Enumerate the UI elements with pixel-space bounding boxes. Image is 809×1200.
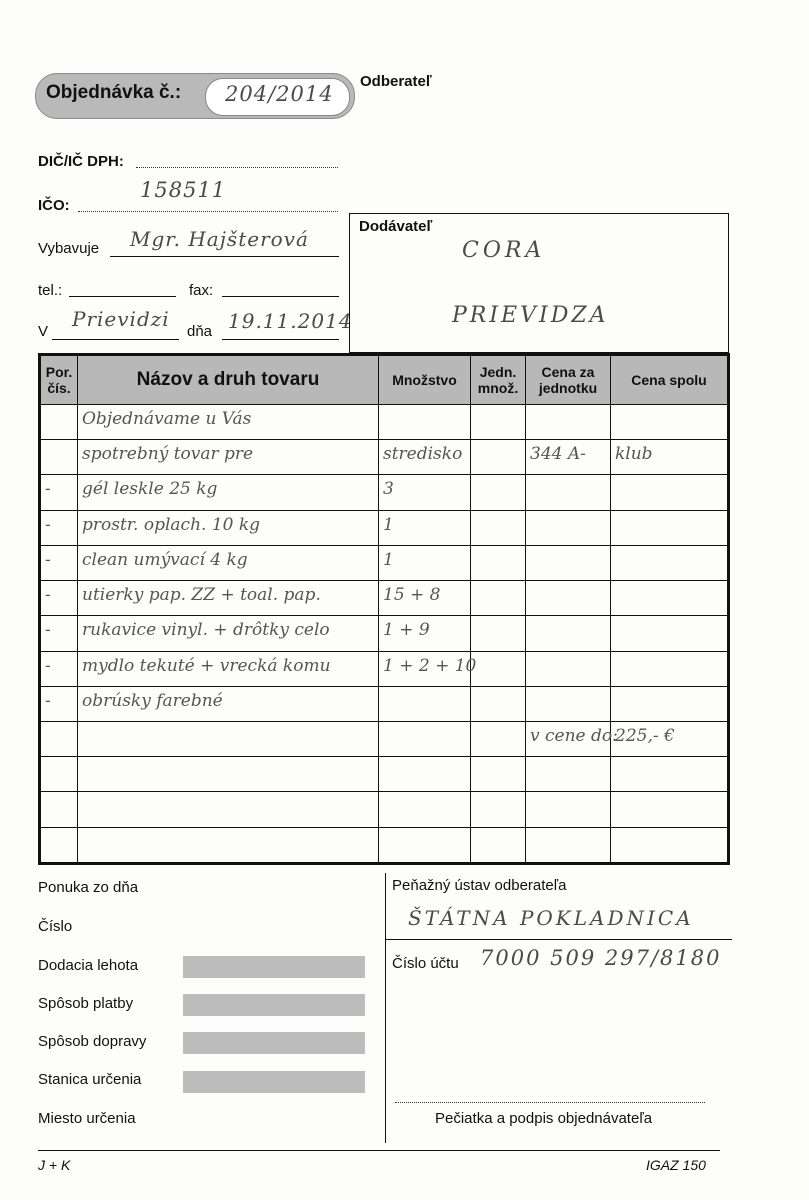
cell-name-text: obrúsky farebné [82, 690, 223, 711]
tel-label: tel.: [38, 282, 63, 299]
cell-unit-price[interactable] [526, 440, 611, 475]
cell-name[interactable] [78, 721, 379, 756]
cell-total[interactable] [611, 440, 729, 475]
cell-name[interactable] [78, 545, 379, 580]
cell-no[interactable] [40, 827, 78, 863]
cell-no[interactable] [40, 475, 78, 510]
table-row [40, 405, 729, 440]
cell-unit[interactable] [471, 721, 526, 756]
tel-field[interactable] [69, 296, 176, 297]
cell-unit[interactable] [471, 792, 526, 827]
cell-qty[interactable] [379, 510, 471, 545]
table-row [40, 686, 729, 721]
station-field[interactable] [183, 1071, 365, 1093]
cell-no[interactable] [40, 581, 78, 616]
table-row [40, 757, 729, 792]
bank-value: ŠTÁTNA POKLADNICA [408, 906, 694, 930]
handled-by-field[interactable] [110, 256, 339, 257]
cell-unit[interactable] [471, 616, 526, 651]
cell-qty-text: 1 + 2 + 10 [383, 655, 477, 676]
cell-no-text: - [45, 479, 51, 500]
cell-qty[interactable] [379, 686, 471, 721]
table-row [40, 651, 729, 686]
cell-unit-price[interactable] [526, 721, 618, 756]
cell-no-text: - [45, 549, 51, 570]
cell-name-text: Objednávame u Vás [82, 409, 252, 429]
table-row [40, 721, 729, 756]
table-row [40, 827, 729, 863]
ico-field[interactable] [78, 211, 338, 212]
cell-unit[interactable] [471, 757, 526, 792]
destination-label: Miesto určenia [38, 1110, 136, 1127]
cell-name-text: rukavice vinyl. + drôtky celo [82, 620, 330, 641]
cell-qty-text: stredisko [383, 444, 463, 465]
cell-total[interactable] [611, 721, 729, 756]
cell-no[interactable] [40, 440, 78, 475]
date-value: 19.11.2014 [228, 309, 353, 333]
cell-no-text: - [45, 620, 51, 641]
cell-qty[interactable] [379, 757, 471, 792]
cell-unit-price[interactable] [526, 792, 611, 827]
cell-unit[interactable] [471, 581, 526, 616]
table-header-row [40, 355, 729, 405]
cell-no[interactable] [40, 651, 78, 686]
dic-field[interactable] [136, 167, 338, 168]
header-qty: Množstvo [379, 355, 471, 405]
cell-total[interactable] [611, 757, 729, 792]
place-field[interactable] [52, 339, 179, 340]
cell-name-text: gél leskle 25 kg [82, 479, 218, 500]
number-label: Číslo [38, 918, 73, 935]
footer-left: J + K [38, 1157, 71, 1173]
cell-name[interactable] [78, 440, 379, 475]
cell-unit[interactable] [471, 510, 526, 545]
cell-qty-text: 15 + 8 [383, 585, 441, 606]
ico-label: IČO: [38, 197, 70, 214]
cell-unit[interactable] [471, 686, 526, 721]
cell-unit-price[interactable] [526, 510, 611, 545]
cell-total[interactable] [611, 475, 729, 510]
customer-label: Odberateľ [360, 73, 432, 90]
account-value: 7000 509 297/8180 [480, 946, 722, 970]
cell-total[interactable] [611, 651, 729, 686]
handled-by-label: Vybavuje [38, 240, 100, 257]
cell-total[interactable] [611, 510, 729, 545]
table-row [40, 581, 729, 616]
items-body [40, 405, 729, 864]
place-label: V [38, 323, 49, 340]
cell-no-text: - [45, 655, 51, 676]
cell-qty[interactable] [379, 721, 471, 756]
cell-name[interactable] [78, 475, 379, 510]
cell-unit[interactable] [471, 651, 526, 686]
cell-unit-price[interactable] [526, 405, 611, 440]
cell-no-text: - [45, 585, 51, 606]
cell-unit[interactable] [471, 440, 526, 475]
order-label: Objednávka č.: [46, 82, 182, 103]
cell-unit[interactable] [471, 827, 526, 863]
cell-name-text: prostr. oplach. 10 kg [82, 514, 261, 535]
cell-no-text: - [45, 690, 51, 711]
table-row [40, 510, 729, 545]
handled-by-value: Mgr. Hajšterová [130, 227, 309, 251]
cell-qty[interactable] [379, 792, 471, 827]
ico-value: 158511 [140, 178, 227, 202]
items-table [38, 353, 730, 865]
stamp-label: Pečiatka a podpis objednávateľa [435, 1110, 653, 1127]
delivery-time-label: Dodacia lehota [38, 957, 139, 974]
cell-qty[interactable] [379, 440, 471, 475]
cell-total[interactable] [611, 792, 729, 827]
cell-unit[interactable] [471, 405, 526, 440]
cell-qty[interactable] [379, 581, 471, 616]
cell-no-text: - [45, 514, 51, 535]
table-row [40, 792, 729, 827]
cell-qty[interactable] [379, 827, 471, 863]
footer-line [38, 1150, 720, 1151]
station-label: Stanica určenia [38, 1071, 142, 1088]
cell-name-text: spotrebný tovar pre [82, 444, 254, 465]
cell-no[interactable] [40, 405, 78, 440]
cell-name-text: mydlo tekuté + vrecká komu [82, 655, 331, 676]
transport-field[interactable] [183, 1032, 365, 1054]
dic-label: DIČ/IČ DPH: [38, 153, 124, 170]
cell-name[interactable] [78, 827, 379, 863]
cell-name[interactable] [78, 510, 379, 545]
cell-no[interactable] [40, 792, 78, 827]
cell-qty[interactable] [379, 545, 471, 580]
stamp-signature-line[interactable] [395, 1102, 705, 1103]
cell-qty-text: 1 [383, 514, 394, 535]
cell-unit[interactable] [471, 545, 526, 580]
header-no: Por. čís. [40, 355, 78, 405]
supplier-city: PRIEVIDZA [452, 303, 609, 328]
supplier-name: CORA [462, 238, 546, 263]
bank-label: Peňažný ústav odberateľa [392, 877, 567, 894]
cell-name[interactable] [78, 616, 379, 651]
cell-unit-price[interactable] [526, 475, 611, 510]
cell-no[interactable] [40, 510, 78, 545]
cell-unit-price[interactable] [526, 757, 611, 792]
fax-field[interactable] [222, 296, 339, 297]
header-total: Cena spolu [611, 355, 729, 405]
bank-underline [385, 939, 732, 940]
date-label: dňa [187, 323, 213, 340]
footer-right: IGAZ 150 [646, 1157, 706, 1173]
cell-name-text: utierky pap. ZZ + toal. pap. [82, 585, 321, 606]
bottom-divider [385, 873, 386, 1143]
fax-label: fax: [189, 282, 214, 299]
cell-unit-price-text: 344 A- [530, 444, 586, 465]
cell-total[interactable] [611, 686, 729, 721]
payment-label: Spôsob platby [38, 995, 134, 1012]
cell-unit[interactable] [471, 475, 526, 510]
header-unit: Jedn. množ. [471, 355, 526, 405]
header-name: Názov a druh tovaru [78, 355, 379, 405]
place-value: Prievidzi [72, 307, 170, 331]
cell-name[interactable] [78, 651, 379, 686]
cell-no[interactable] [40, 686, 78, 721]
cell-no[interactable] [40, 545, 78, 580]
table-row [40, 616, 729, 651]
date-field[interactable] [222, 339, 339, 340]
cell-no[interactable] [40, 616, 78, 651]
cell-name[interactable] [78, 686, 379, 721]
transport-label: Spôsob dopravy [38, 1033, 147, 1050]
cell-name[interactable] [78, 792, 379, 827]
cell-qty[interactable] [379, 405, 471, 440]
payment-field[interactable] [183, 994, 365, 1016]
cell-unit-price-text: v cene do: [530, 725, 618, 746]
table-row [40, 475, 729, 510]
cell-no[interactable] [40, 721, 78, 756]
header-unit-price: Cena za jednotku [526, 355, 611, 405]
cell-total[interactable] [611, 827, 729, 863]
cell-qty-text: 1 + 9 [383, 620, 430, 641]
cell-qty-text: 1 [383, 549, 394, 570]
cell-total[interactable] [611, 581, 729, 616]
cell-no[interactable] [40, 757, 78, 792]
cell-total-text: 225,- € [615, 725, 675, 746]
table-row [40, 545, 729, 580]
cell-unit-price[interactable] [526, 616, 611, 651]
cell-unit-price[interactable] [526, 686, 611, 721]
cell-total-text: klub [615, 444, 653, 465]
cell-name[interactable] [78, 581, 379, 616]
cell-total[interactable] [611, 405, 729, 440]
offer-label: Ponuka zo dňa [38, 879, 139, 896]
cell-unit-price[interactable] [526, 651, 611, 686]
cell-unit-price[interactable] [526, 545, 611, 580]
cell-qty[interactable] [379, 475, 471, 510]
account-label: Číslo účtu [392, 955, 459, 972]
cell-name-text: clean umývací 4 kg [82, 549, 248, 570]
cell-unit-price[interactable] [526, 581, 611, 616]
cell-unit-price[interactable] [526, 827, 611, 863]
cell-total[interactable] [611, 545, 729, 580]
supplier-label: Dodávateľ [359, 218, 433, 235]
cell-total[interactable] [611, 616, 729, 651]
cell-qty-text: 3 [383, 479, 394, 500]
cell-name[interactable] [78, 405, 379, 440]
cell-qty[interactable] [379, 616, 471, 651]
table-row [40, 440, 729, 475]
delivery-time-field[interactable] [183, 956, 365, 978]
cell-name[interactable] [78, 757, 379, 792]
order-number-value: 204/2014 [225, 82, 334, 106]
cell-qty[interactable] [379, 651, 477, 686]
